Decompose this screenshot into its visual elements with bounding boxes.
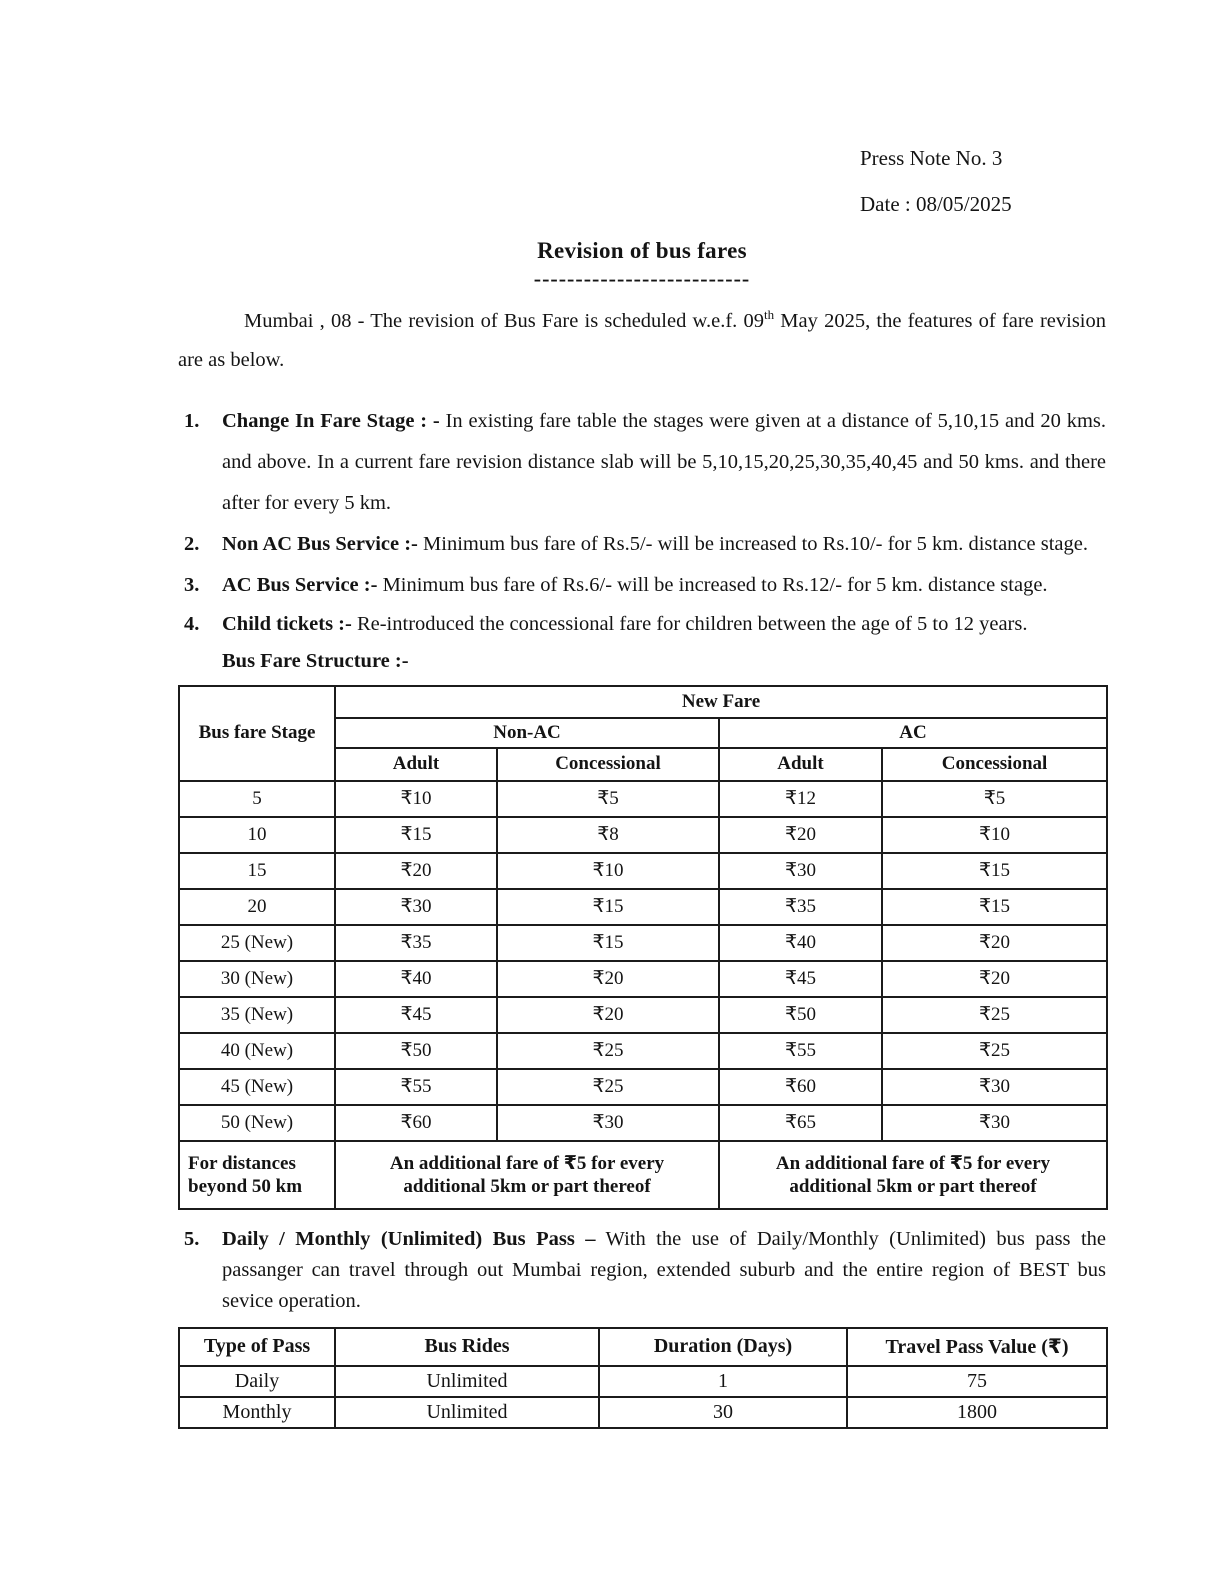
numbered-list [178,401,1106,642]
fare-cell: ₹45 [335,997,497,1033]
fare-col-header-stage: Bus fare Stage [179,686,335,781]
pass-cell: 1 [599,1366,847,1397]
fare-row-5 [179,781,1107,817]
fare-row-45 [179,1069,1107,1105]
item-5-label: Daily / Monthly (Unlimited) Bus Pass – [222,1227,596,1250]
stage-cell: 45 (New) [179,1069,335,1105]
fare-cell: ₹12 [719,781,882,817]
fare-cell: ₹40 [335,961,497,997]
fare-cell: ₹15 [335,817,497,853]
fare-cell: ₹15 [497,889,719,925]
item-4-label: Child tickets :- [222,612,352,635]
fare-row-beyond-50 [179,1141,1107,1209]
fare-cell: ₹20 [497,997,719,1033]
fare-cell: ₹25 [497,1069,719,1105]
stage-cell: 20 [179,889,335,925]
fare-row-30 [179,961,1107,997]
pass-table-header-row [179,1328,1107,1366]
fare-cell: ₹20 [497,961,719,997]
list-item-1 [178,401,1106,524]
fare-cell: ₹20 [882,925,1107,961]
stage-cell: 25 (New) [179,925,335,961]
item-1-text: In existing fare table the stages were given at a distance of 5,10,15 and 20 kms. and above. In a current fare revision distance slab will be 5,10,15,20,25,30,35,40,45 and 50 kms. and there after for every 5 km. [222,409,1106,514]
stage-cell: 30 (New) [179,961,335,997]
intro-paragraph [178,302,1106,380]
fare-cell: ₹60 [719,1069,882,1105]
list-item-5 [178,1224,1106,1317]
item-5-number: 5. [184,1227,200,1250]
bus-fare-table [178,685,1108,1210]
pass-cell: 30 [599,1397,847,1428]
fare-subheader-ac-adult: Adult [719,748,882,781]
pass-cell: 75 [847,1366,1107,1397]
press-note-number: Press Note No. 3 [860,146,1003,170]
item-1-label: Change In Fare Stage : - [222,409,440,432]
pass-header-type: Type of Pass [179,1328,335,1366]
fare-cell: ₹15 [882,889,1107,925]
fare-cell: ₹55 [335,1069,497,1105]
fare-row-10 [179,817,1107,853]
pass-cell: Unlimited [335,1366,599,1397]
fare-subheader-nonac-concessional: Concessional [497,748,719,781]
fare-cell: ₹8 [497,817,719,853]
pass-header-rides: Bus Rides [335,1328,599,1366]
stage-cell: 40 (New) [179,1033,335,1069]
pass-header-value: Travel Pass Value (₹) [847,1328,1107,1366]
list-item-4 [178,606,1106,642]
fare-group-header-nonac: Non-AC [335,718,719,748]
fare-cell: ₹25 [882,997,1107,1033]
fare-cell: ₹15 [497,925,719,961]
intro-text-after: May 2025, the features of fare revision are as below. [178,310,1107,371]
fare-cell: ₹30 [719,853,882,889]
list-item-2 [178,524,1106,565]
fare-cell: ₹55 [719,1033,882,1069]
pass-row-monthly [179,1397,1107,1428]
fare-table-caption: Bus Fare Structure :- [222,649,409,672]
fare-cell: ₹30 [882,1105,1107,1141]
stage-cell: 50 (New) [179,1105,335,1141]
beyond-50-nonac-note: An additional fare of ₹5 for every additional 5km or part thereof [335,1141,719,1209]
pass-cell: Monthly [179,1397,335,1428]
item-3-label: AC Bus Service :- [222,573,378,596]
fare-cell: ₹35 [719,889,882,925]
fare-cell: ₹5 [497,781,719,817]
item-2-text: Minimum bus fare of Rs.5/- will be increased to Rs.10/- for 5 km. distance stage. [417,532,1088,555]
pass-row-daily [179,1366,1107,1397]
fare-cell: ₹30 [882,1069,1107,1105]
fare-subheader-nonac-adult: Adult [335,748,497,781]
pass-cell: Unlimited [335,1397,599,1428]
intro-text-before: Mumbai , 08 - The revision of Bus Fare is scheduled w.e.f. 09 [244,310,764,332]
fare-cell: ₹50 [719,997,882,1033]
fare-row-40 [179,1033,1107,1069]
fare-row-15 [179,853,1107,889]
fare-cell: ₹10 [882,817,1107,853]
bus-pass-table [178,1327,1108,1429]
fare-row-25 [179,925,1107,961]
fare-cell: ₹5 [882,781,1107,817]
fare-cell: ₹10 [497,853,719,889]
stage-cell: 5 [179,781,335,817]
fare-cell: ₹40 [719,925,882,961]
fare-cell: ₹20 [882,961,1107,997]
fare-header-new-fare: New Fare [335,686,1107,718]
beyond-50-ac-note: An additional fare of ₹5 for every additional 5km or part thereof [719,1141,1107,1209]
item-1-number: 1. [184,409,200,432]
fare-cell: ₹15 [882,853,1107,889]
press-note-date: Date : 08/05/2025 [860,192,1012,216]
fare-cell: ₹60 [335,1105,497,1141]
fare-cell: ₹25 [882,1033,1107,1069]
fare-cell: ₹65 [719,1105,882,1141]
fare-cell: ₹10 [335,781,497,817]
fare-cell: ₹30 [335,889,497,925]
fare-row-20 [179,889,1107,925]
pass-cell: 1800 [847,1397,1107,1428]
item-4-number: 4. [184,612,200,635]
ordinal-superscript: th [764,307,775,323]
item-4-text: Re-introduced the concessional fare for children between the age of 5 to 12 years. [351,612,1028,635]
list-item-3 [178,565,1106,606]
fare-cell: ₹30 [497,1105,719,1141]
stage-cell: 10 [179,817,335,853]
page-content [178,146,1106,1429]
fare-group-header-ac: AC [719,718,1107,748]
fare-cell: ₹25 [497,1033,719,1069]
pass-cell: Daily [179,1366,335,1397]
fare-cell: ₹50 [335,1033,497,1069]
document-meta [860,146,1106,217]
title-underline: -------------------------- [533,266,751,291]
item-2-label: Non AC Bus Service :- [222,532,418,555]
item-3-text: Minimum bus fare of Rs.6/- will be increased to Rs.12/- for 5 km. distance stage. [377,573,1048,596]
fare-cell: ₹20 [335,853,497,889]
fare-cell: ₹45 [719,961,882,997]
fare-cell: ₹20 [719,817,882,853]
stage-cell: 35 (New) [179,997,335,1033]
pass-header-duration: Duration (Days) [599,1328,847,1366]
item-3-number: 3. [184,573,200,596]
fare-row-35 [179,997,1107,1033]
fare-cell: ₹35 [335,925,497,961]
stage-cell: 15 [179,853,335,889]
item-5-text: With the use of Daily/Monthly (Unlimited) bus pass the passanger can travel through out Mumbai region, extended suburb and the entire region of BEST bus sevice operation. [222,1227,1106,1312]
fare-row-50 [179,1105,1107,1141]
beyond-50-label: For distances beyond 50 km [179,1141,335,1209]
fare-subheader-ac-concessional: Concessional [882,748,1107,781]
page-title: Revision of bus fares [537,238,747,263]
item-2-number: 2. [184,532,200,555]
